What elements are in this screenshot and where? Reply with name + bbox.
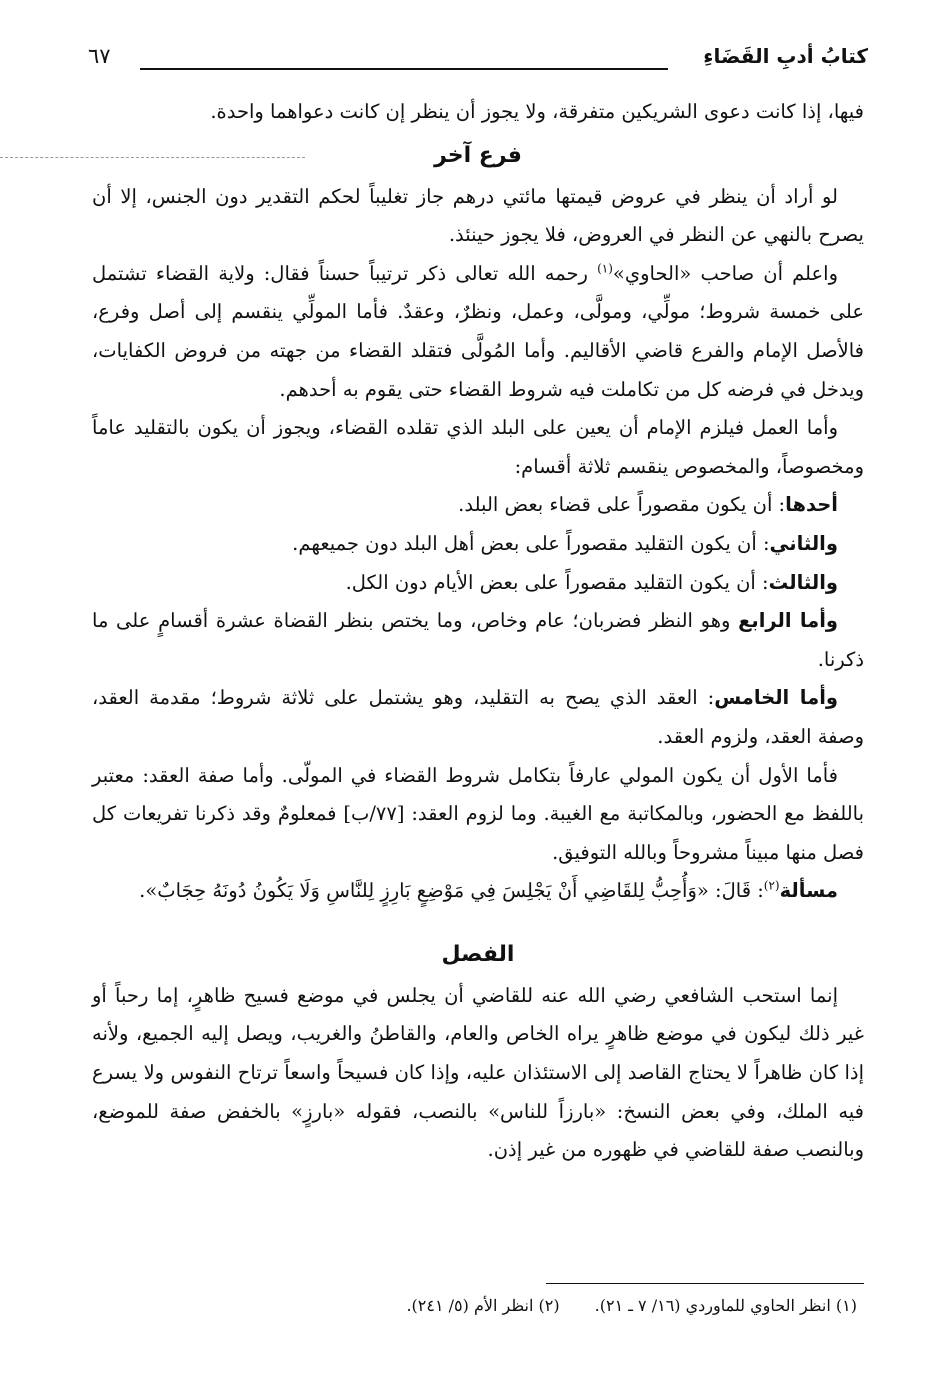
paragraph: إنما استحب الشافعي رضي الله عنه للقاضي أن يجلس في موضع فسيح ظاهرٍ، إما رحباً أو غير ذلك ليكون في موضع ظاهرٍ يراه الخاص والعام، والقاطنُ والغريب، ويصل إليه الجميع، ولأنه إذا كان ظاهراً لا يحتاج القاصد إلى الاستئذان عليه، وإذا كان فسيحاً واسعاً ترتاح النفوس ولا يسرع فيه الملك، وفي بعض النسخ: «بارزاً للناس» بالنصب، فقوله «بارزٍ» بالخفض صفة للموضع، وبالنصب صفة للقاضي في ظهوره من غير إذن. xyxy=(92,983,864,1162)
paragraph: وأما العمل فيلزم الإمام أن يعين على البلد الذي تقلده القضاء، ويجوز أن يكون بالتقليد عاماً ومخصوصاً، والمخصوص ينقسم ثلاثة أقسام: xyxy=(92,416,864,478)
paragraph xyxy=(92,679,864,756)
paragraph-text: : العقد الذي يصح به التقليد، وهو يشتمل على ثلاثة شروط؛ مقدمة العقد، وصفة العقد، ولزوم العقد. xyxy=(92,686,864,748)
item-lead: أحدها xyxy=(785,493,838,517)
list-item xyxy=(92,564,864,603)
main-text xyxy=(92,93,864,1170)
paragraph-text: وهو النظر فضربان؛ عام وخاص، وما يختص بنظر القضاة عشرة أقسامٍ على ما ذكرنا. xyxy=(92,609,864,671)
page-number: ٦٧ xyxy=(88,44,111,68)
footnote-rule xyxy=(546,1283,864,1284)
paragraph-lead: وأما الخامس xyxy=(714,686,838,710)
footnote-marker: (٢) xyxy=(763,878,780,893)
list-item xyxy=(92,525,864,564)
paragraph: لو أراد أن ينظر في عروض قيمتها مائتي درهم جاز تغليباً لحكم التقدير دون الجنس، إلا أن يصرح بالنهي عن النظر في العروض، فلا يجوز حينئذ. xyxy=(92,184,864,247)
header-rule xyxy=(140,68,668,70)
footnote: (١) انظر الحاوي للماوردي (١٦/ ٧ ـ ٢١). xyxy=(594,1296,857,1315)
paragraph-text: واعلم أن صاحب «الحاوي» xyxy=(612,261,838,285)
book-title: كتابُ أدبِ القَضَاءِ xyxy=(703,44,868,68)
item-lead: والثالث xyxy=(768,570,838,594)
footnote-marker: (١) xyxy=(597,261,613,276)
footnotes xyxy=(376,1294,857,1318)
running-header xyxy=(88,42,868,82)
list-item xyxy=(92,486,864,525)
paragraph-lead: مسألة xyxy=(779,879,838,903)
paragraph xyxy=(92,872,864,911)
footnote: (٢) انظر الأم (٥/ ٢٤١). xyxy=(406,1296,560,1315)
item-text: : أن يكون التقليد مقصوراً على بعض أهل البلد دون جميعهم. xyxy=(292,531,770,555)
paragraph-text: رحمه الله تعالى ذكر ترتيباً حسناً فقال: ولاية القضاء تشتمل على خمسة شروط؛ مولِّي، ومولَّى، وعمل، ونظرٌ، وعقدٌ. فأما المولِّي ينقسم إلى أصل وفرع، فالأصل الإمام والفرع قاضي الأقاليم. وأما المُولَّى فتقلد القضاء من جهته من فروض الكفايات، ويدخل في فرضه كل من تكاملت فيه شروط القضاء حتى يقوم به أحدهم. xyxy=(92,261,864,401)
item-lead: والثاني xyxy=(769,531,838,555)
item-text: : أن يكون التقليد مقصوراً على بعض الأيام دون الكل. xyxy=(345,570,769,594)
paragraph: فيها، إذا كانت دعوى الشريكين متفرقة، ولا يجوز أن ينظر إن كانت دعواهما واحدة. xyxy=(210,100,864,123)
paragraph xyxy=(92,255,864,409)
section-heading: فرع آخر xyxy=(434,142,522,168)
item-text: : أن يكون مقصوراً على قضاء بعض البلد. xyxy=(458,493,786,517)
paragraph-lead: وأما الرابع xyxy=(738,609,839,633)
paragraph xyxy=(92,602,864,679)
section-heading: الفصل xyxy=(441,941,515,967)
paragraph-text: : قَالَ: «وَأُحِبُّ لِلقَاضِي أَنْ يَجْلِسَ فِي مَوْضِعٍ بَارِزٍ لِلنَّاسِ وَلَا يَكُونُ دُونَهُ حِجَابٌ». xyxy=(139,879,764,903)
paragraph: فأما الأول أن يكون المولي عارفاً بتكامل شروط القضاء في المولّى. وأما صفة العقد: معتبر باللفظ مع الحضور، وبالمكاتبة مع الغيبة. وما لزوم العقد: [٧٧/ب] فمعلومٌ وقد ذكرنا تفريعات كل فصل منها مبيناً مشروحاً وبالله التوفيق. xyxy=(92,763,865,864)
